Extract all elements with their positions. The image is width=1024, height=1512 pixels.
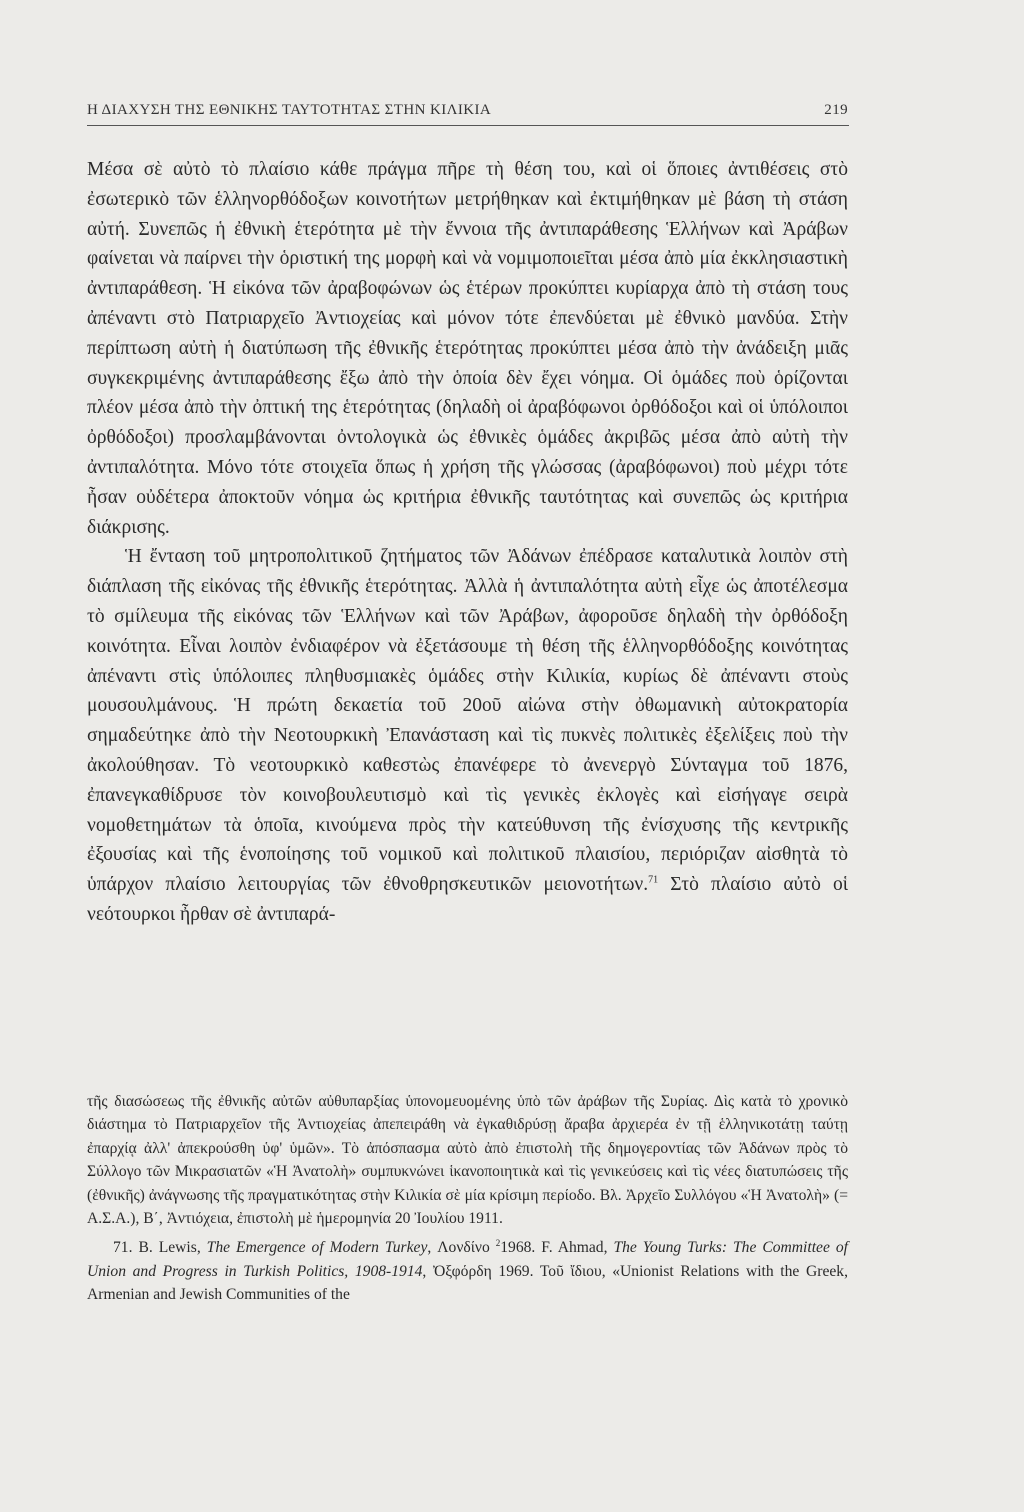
footnote-71-place: , Λονδίνο [427,1239,496,1257]
running-title: Η ΔΙΑΧΥΣΗ ΤΗΣ ΕΘΝΙΚΗΣ ΤΑΥΤΟΤΗΤΑΣ ΣΤΗΝ ΚΙΛΙΚΙΑ [87,102,492,118]
footnote-71-rest: , Ὀξφόρδη 1969. Τοῦ ἴδιου, «Unionist Relations with the Greek, Armenian and Jewish Communities of the [87,1262,848,1304]
paragraph-2 [87,542,848,929]
page-number: 219 [824,102,848,118]
footnote-ref-71[interactable]: 71 [648,874,659,886]
footnote-71-number: 71. [113,1239,133,1257]
paragraph-2-end: Στὸ πλαίσιο αὐτὸ οἱ νεότουρκοι ἦρθαν σὲ ἀντιπαρά- [87,874,849,925]
footnote-71 [87,1236,848,1306]
footnote-71-year: 1968. F. Ahmad, [500,1239,614,1257]
footnotes [87,1090,848,1307]
paragraph-2-text: Ἡ ἔνταση τοῦ μητροπολιτικοῦ ζητήματος τῶν Ἀδάνων ἐπέδρασε καταλυτικὰ λοιπὸν στὴ διάπλαση τῆς εἰκόνας τῆς ἐθνικῆς ἑτερότητας. Ἀλλὰ ἡ ἀντιπαλότητα αὐτὴ εἶχε ὡς ἀποτέλεσμα τὸ σμίλευμα τῆς εἰκόνας τῶν Ἑλλήνων καὶ τῶν Ἀράβων, ἀφοροῦσε δηλαδὴ τὴν ὀρθόδοξη κοινότητα. Εἶναι λοιπὸν ἐνδιαφέρον νὰ ἐξετάσουμε τὴ θέση τῆς ἑλληνορθόδοξης κοινότητας ἀπέναντι στὶς ὑπόλοιπες πληθυσμιακὲς ὁμάδες στὴν Κιλικία, κυρίως δὲ ἀπέναντι στοὺς μουσουλμάνους. Ἡ πρώτη δεκαετία τοῦ 20οῦ αἰώνα στὴν ὀθωμανικὴ αὐτοκρατορία σημαδεύτηκε ἀπὸ τὴν Νεοτουρκικὴ Ἐπανάσταση καὶ τὶς πυκνὲς πολιτικὲς ἐξελίξεις ποὺ τὴν ἀκολούθησαν. Τὸ νεοτουρκικὸ καθεστὼς ἐπανέφερε τὸ ἀνενεργὸ Σύνταγμα τοῦ 1876, ἐπανεγκαθίδρυσε τὸν κοινοβουλευτισμὸ καὶ τὶς γενικὲς ἐκλογὲς καὶ εἰσήγαγε σειρὰ νομοθετημάτων τὰ ὁποῖα, κινούμενα πρὸς τὴν κατεύθυνση τῆς ἐνίσχυσης τῆς κεντρικῆς ἐξουσίας καὶ τῆς ἑνοποίησης τοῦ νομικοῦ καὶ πολιτικοῦ πλαισίου, περιόριζαν αἰσθητὰ τὸ ὑπάρχον πλαίσιο λειτουργίας τῶν ἐθνοθρησκευτικῶν μειονοτήτων. [87,546,848,896]
footnote-71-edition: 2 [495,1238,501,1249]
paragraph-1: Μέσα σὲ αὐτὸ τὸ πλαίσιο κάθε πράγμα πῆρε τὴ θέση του, καὶ οἱ ὅποιες ἀντιθέσεις στὸ ἐσωτερικὸ τῶν ἑλληνορθόδοξων κοινοτήτων μετρήθηκαν καὶ ἐκτιμήθηκαν μὲ βάση τὴ στάση αὐτή. Συνεπῶς ἡ ἐθνικὴ ἑτερότητα μὲ τὴν ἔννοια τῆς ἀντιπαράθεσης Ἑλλήνων καὶ Ἀράβων φαίνεται νὰ παίρνει τὴν ὁριστική της μορφὴ καὶ νὰ νομιμοποιεῖται μέσα ἀπὸ μία ἐκκλησιαστικὴ ἀντιπαράθεση. Ἡ εἰκόνα τῶν ἀραβοφώνων ὡς ἑτέρων προκύπτει κυρίαρχα ἀπὸ τὴ στάση τους ἀπέναντι στὸ Πατριαρχεῖο Ἀντιοχείας καὶ μόνον τότε ἐπενδύεται μὲ ἐθνικὸ μανδύα. Στὴν περίπτωση αὐτὴ ἡ διατύπωση τῆς ἐθνικῆς ἑτερότητας προκύπτει μέσα ἀπὸ τὴν ἀνάδειξη μιᾶς συγκεκριμένης ἀντιπαράθεσης ἔξω ἀπὸ τὴν ὁποία δὲν ἔχει νόημα. Οἱ ὁμάδες ποὺ ὁρίζονται πλέον μέσα ἀπὸ τὴν ὀπτική της ἑτερότητας (δηλαδὴ οἱ ἀραβόφωνοι ὀρθόδοξοι καὶ οἱ ὑπόλοιποι ὀρθόδοξοι) προσλαμβάνονται ὀντολογικὰ ὡς ἐθνικὲς ὁμάδες ἀκριβῶς μέσα ἀπὸ αὐτὴ τὴν ἀντιπαλότητα. Μόνο τότε στοιχεῖα ὅπως ἡ χρήση τῆς γλώσσας (ἀραβόφωνοι) ποὺ μέχρι τότε ἦσαν οὐδέτερα ἀποκτοῦν νόημα ὡς κριτήρια ἐθνικῆς ταυτότητας καὶ συνεπῶς ὡς κριτήρια διάκρισης. [87,159,848,538]
running-head [87,102,848,119]
footnote-continuation: τῆς διασώσεως τῆς ἐθνικῆς αὐτῶν αὐθυπαρξίας ὑπονομευομένης ὑπὸ τῶν ἀράβων τῆς Συρίας. Δὶς κατὰ τὸ χρονικὸ διάστημα τὸ Πατριαρχεῖον τῆς Ἀντιοχείας ἀπεπειράθη νὰ ἐγκαθιδρύσῃ ἄραβα ἀρχιερέα ἐν τῇ ἑλληνικοτάτῃ ταύτῃ ἐπαρχίᾳ ἀλλ' ἀπεκρούσθη ὑφ' ὑμῶν». Τὸ ἀπόσπασμα αὐτὸ ἀπὸ ἐπιστολὴ τῆς δημογεροντίας τῶν Ἀδάνων πρὸς τὸ Σύλλογο τῶν Μικρασιατῶν «Ἡ Ἀνατολὴ» συμπυκνώνει ἱκανοποιητικὰ καὶ τὶς γενικεύσεις καὶ τὶς νέες διατυπώσεις τῆς (ἐθνικῆς) ἀνάγνωσης τῆς πραγματικότητας στὴν Κιλικία σὲ μία κρίσιμη περίοδο. Βλ. Ἀρχεῖο Συλλόγου «Ἡ Ἀνατολὴ» (= Α.Σ.Α.), Β΄, Ἀντιόχεια, ἐπιστολὴ μὲ ἡμερομηνία 20 Ἰουλίου 1911. [87,1093,848,1228]
main-text [87,155,848,930]
footnote-71-author: B. Lewis, [132,1239,207,1257]
footnote-71-title-2: The Young Turks: The Committee of Union and Progress in Turkish Politics, 1908-1914 [87,1239,848,1280]
header-rule [87,125,849,126]
footnote-71-title-1: The Emergence of Modern Turkey [206,1239,428,1257]
